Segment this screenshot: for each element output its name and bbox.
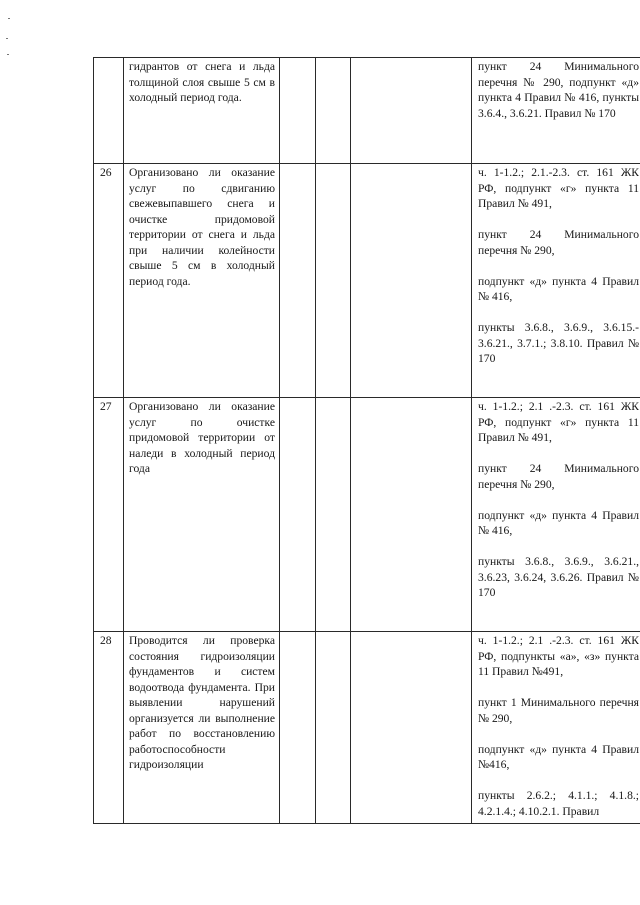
legal-reference: ч. 1-1.2.; 2.1 .-2.3. ст. 161 ЖК РФ, подпункт «г» пункта 11 Правил № 491, — [478, 400, 639, 444]
legal-reference: пункты 3.6.8., 3.6.9., 3.6.21., 3.6.23, 3.6.24, 3.6.26. Правил № 170 — [478, 555, 639, 599]
empty-cell — [316, 164, 351, 398]
question-cell — [124, 164, 280, 398]
empty-cell — [280, 398, 316, 632]
legal-reference-cell — [472, 632, 640, 824]
checklist-table — [93, 57, 640, 824]
row-number: 27 — [94, 398, 124, 632]
empty-cell — [316, 398, 351, 632]
question-cell — [124, 398, 280, 632]
legal-reference-cell — [472, 164, 640, 398]
legal-reference: пункт 1 Минимального перечня № 290, — [478, 696, 639, 725]
legal-reference: пункты 3.6.8., 3.6.9., 3.6.15.- 3.6.21., 3.7.1.; 3.8.10. Правил № 170 — [478, 321, 639, 365]
question-text: Проводится ли проверка состояния гидроизоляции фундаментов и систем водоотвода фундамента. При выявлении нарушений организуется ли выполнение работ по восстановлению работоспособности гидроизоляции — [129, 634, 275, 771]
table-row — [94, 164, 640, 398]
empty-cell — [351, 58, 472, 164]
empty-cell — [280, 164, 316, 398]
legal-reference: пункт 24 Минимального перечня № 290, подпункт «д» пункта 4 Правил № 416, пункты 3.6.4., 3.6.21. Правил № 170 — [478, 60, 639, 120]
row-number — [94, 58, 124, 164]
legal-reference: подпункт «д» пункта 4 Правил № 416, — [478, 508, 639, 537]
empty-cell — [351, 398, 472, 632]
legal-reference-cell — [472, 398, 640, 632]
legal-reference: подпункт «д» пункта 4 Правил №416, — [478, 742, 639, 771]
empty-cell — [351, 164, 472, 398]
legal-reference: пункт 24 Минимального перечня № 290, — [478, 228, 639, 257]
table-row — [94, 58, 640, 164]
empty-cell — [280, 632, 316, 824]
empty-cell — [316, 58, 351, 164]
question-cell — [124, 632, 280, 824]
row-number: 28 — [94, 632, 124, 824]
legal-reference: пункт 24 Минимального перечня № 290, — [478, 462, 639, 491]
empty-cell — [280, 58, 316, 164]
table-row — [94, 632, 640, 824]
legal-reference: пункты 2.6.2.; 4.1.1.; 4.1.8.; 4.2.1.4.; 4.10.2.1. Правил — [478, 789, 639, 818]
legal-reference: ч. 1-1.2.; 2.1.-2.3. ст. 161 ЖК РФ, подпункт «г» пункта 11 Правил № 491, — [478, 166, 639, 210]
table-row — [94, 398, 640, 632]
question-text: Организовано ли оказание услуг по сдвиганию свежевыпавшего снега и очистке придомовой территории от снега и льда при наличии колейности свыше 5 см в холодный период года. — [129, 166, 275, 288]
question-text: Организовано ли оказание услуг по очистке придомовой территории от наледи в холодный период года — [129, 400, 275, 475]
empty-cell — [351, 632, 472, 824]
legal-reference: подпункт «д» пункта 4 Правил № 416, — [478, 274, 639, 303]
empty-cell — [316, 632, 351, 824]
row-number: 26 — [94, 164, 124, 398]
legal-reference-cell — [472, 58, 640, 164]
legal-reference: ч. 1-1.2.; 2.1 .-2.3. ст. 161 ЖК РФ, подпункты «а», «з» пункта 11 Правил №491, — [478, 634, 639, 678]
scan-specks — [6, 18, 26, 58]
question-text: гидрантов от снега и льда толщиной слоя свыше 5 см в холодный период года. — [129, 60, 275, 104]
question-cell — [124, 58, 280, 164]
